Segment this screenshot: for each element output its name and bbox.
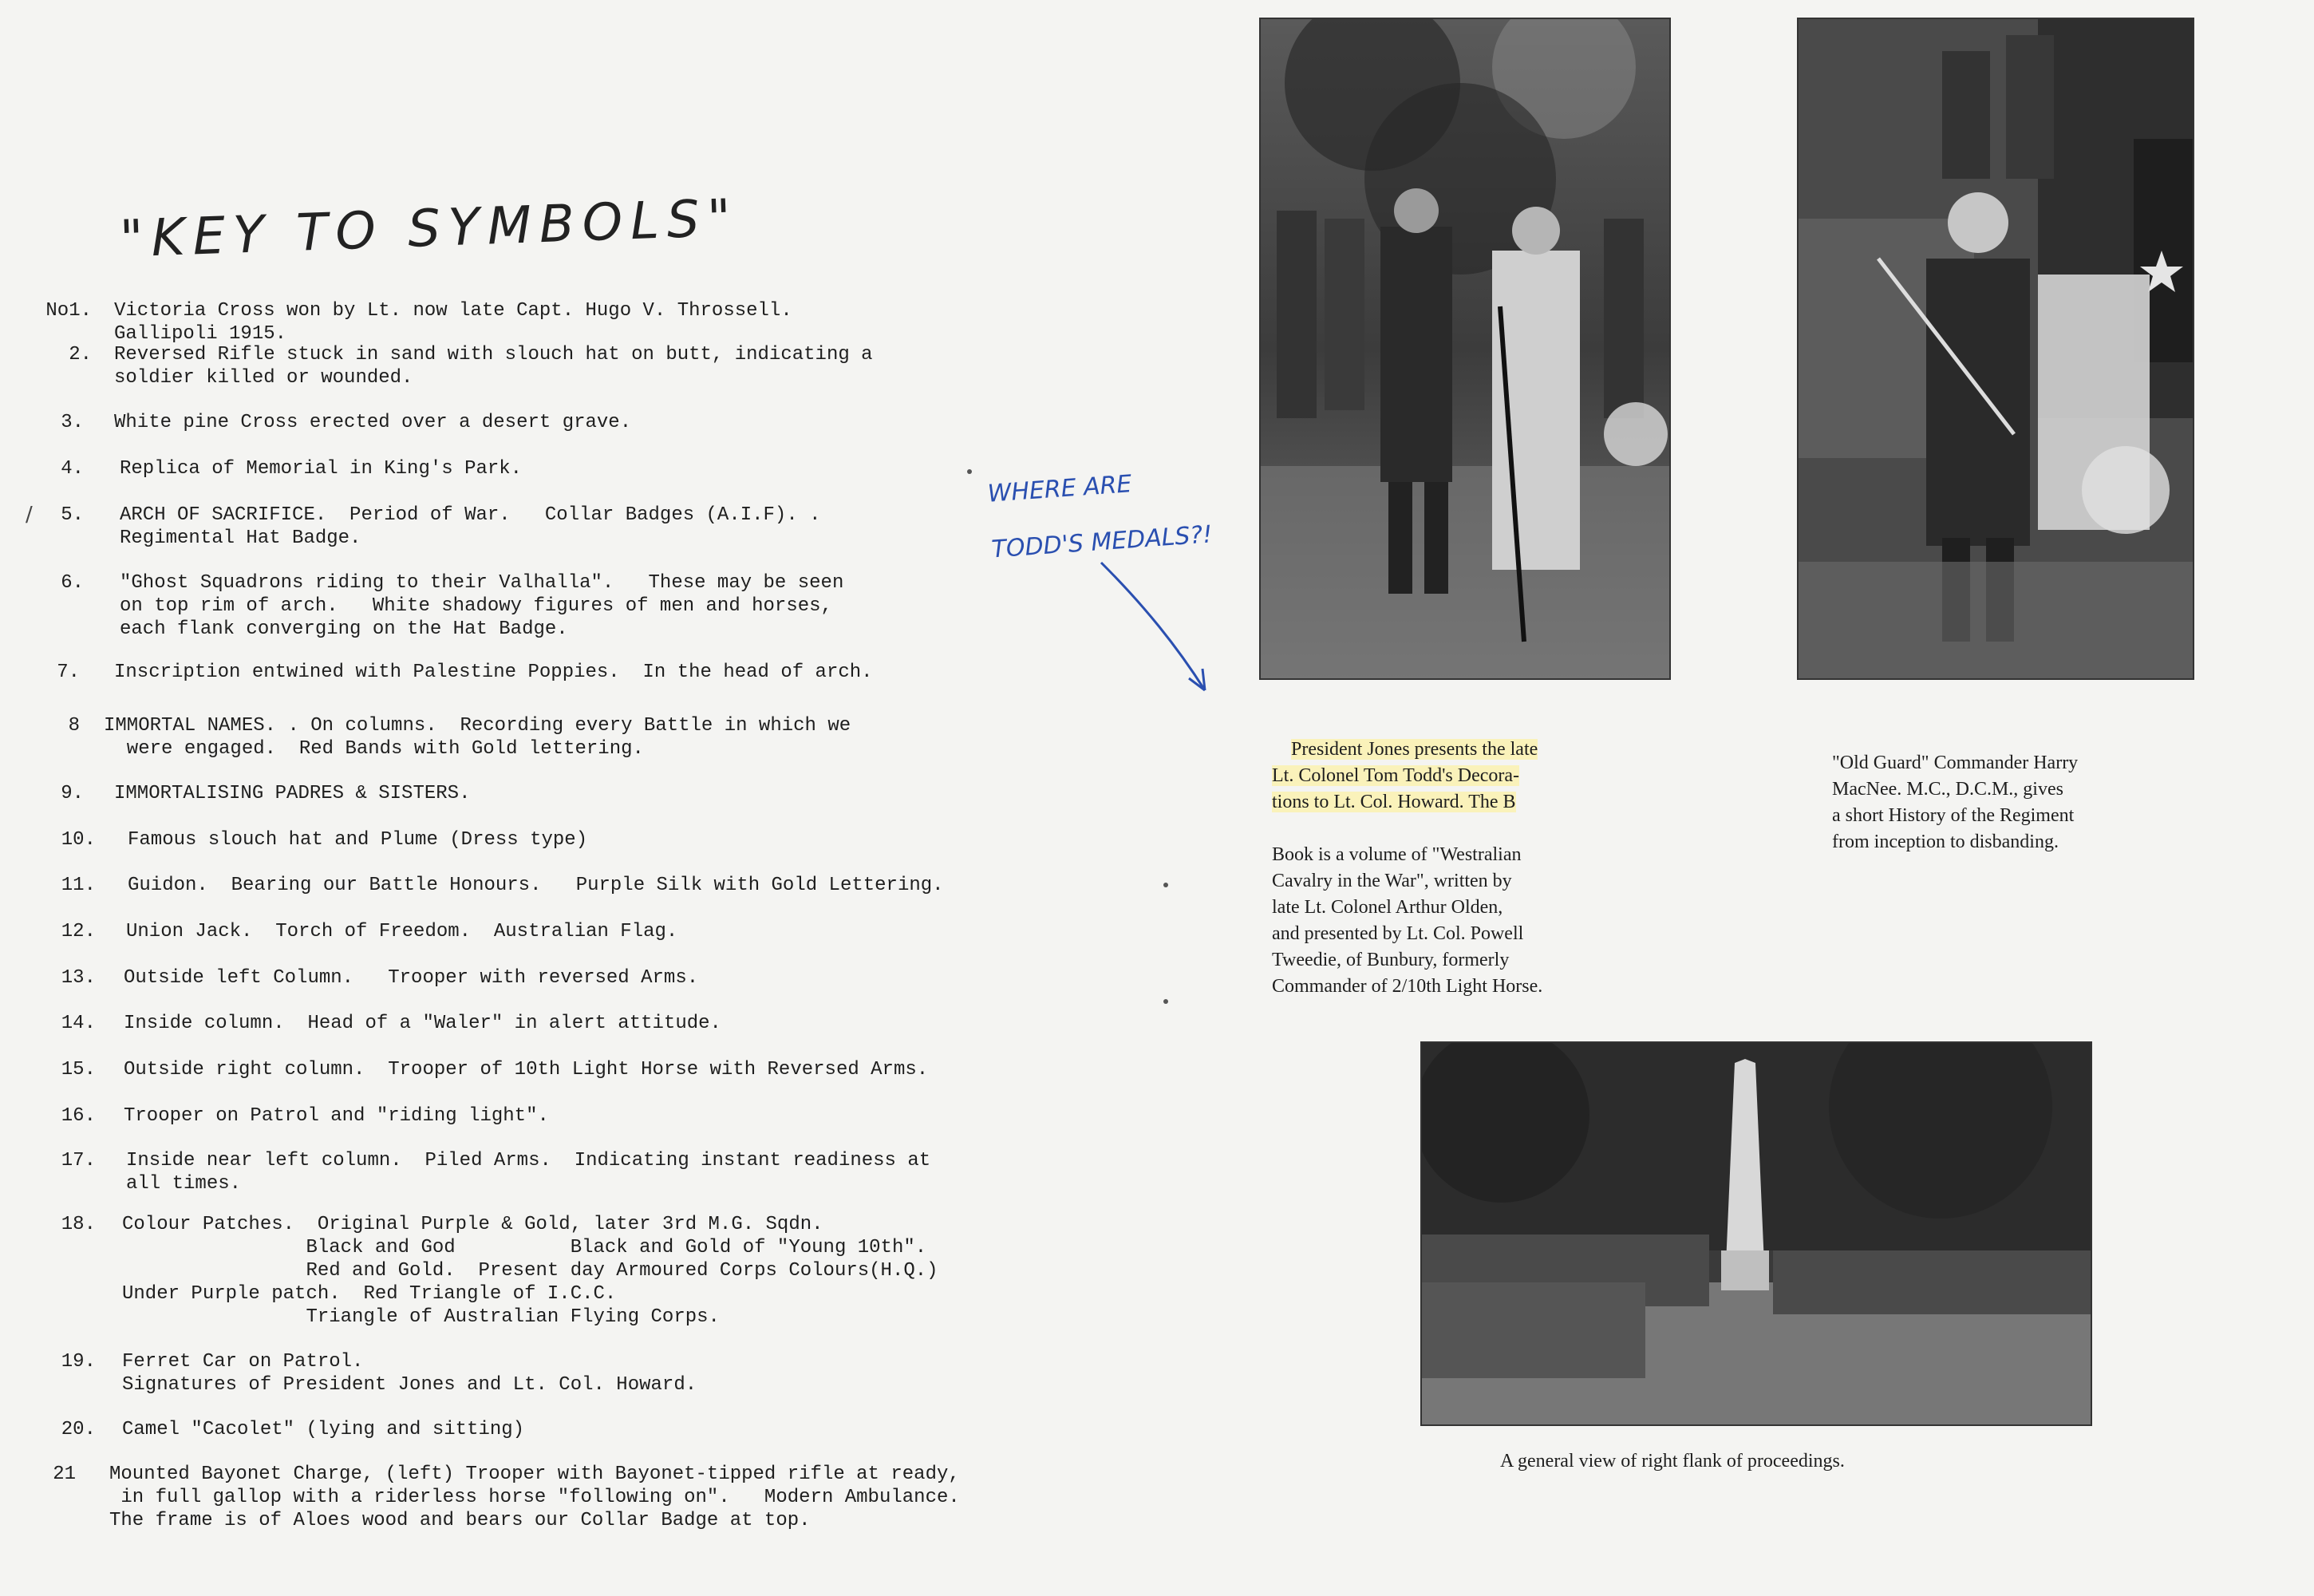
key-item-number: 17. [61, 1150, 96, 1171]
key-item-text: Camel "Cacolet" (lying and sitting) [122, 1419, 525, 1440]
pen-tick-mark: / [26, 503, 33, 527]
key-item-number: 6. [61, 572, 84, 594]
pen-arrow-icon [1097, 559, 1225, 702]
key-item-number: 21 [53, 1464, 76, 1485]
key-item-text: Reversed Rifle stuck in sand with slouch hat on butt, indicating a soldier killed or wounded. [114, 344, 873, 389]
key-item-text: IMMORTAL NAMES. . On columns. Recording every Battle in which we were engaged. Red Bands with Gold lettering. [104, 715, 851, 760]
key-item-text: Victoria Cross won by Lt. now late Capt. Hugo V. Throssell. Gallipoli 1915. [114, 300, 792, 345]
key-item-number: 12. [61, 921, 96, 942]
key-item-text: Outside right column. Trooper of 10th Light Horse with Reversed Arms. [124, 1059, 929, 1080]
key-item-number: 11. [61, 875, 96, 896]
key-item-number: 3. [61, 412, 84, 433]
key-item-text: IMMORTALISING PADRES & SISTERS. [114, 783, 471, 804]
caption-presentation-rest: Book is a volume of "Westralian Cavalry in the War", written by late Lt. Colonel Arthur Olden, and presented by Lt. Col. Powell Tweedie, of Bunbury, formerly Commander of 2/10th Light Horse. [1272, 844, 1543, 997]
key-item-number: 5. [61, 504, 84, 526]
key-item-text: Ferret Car on Patrol. Signatures of President Jones and Lt. Col. Howard. [122, 1351, 697, 1396]
key-item-number: 19. [61, 1351, 96, 1373]
caption-presentation-highlighted: President Jones presents the late Lt. Colonel Tom Todd's Decora- tions to Lt. Col. Howard. The B [1272, 739, 1538, 812]
key-item-number: 20. [61, 1419, 96, 1440]
stray-dot [967, 469, 972, 474]
key-item-text: Mounted Bayonet Charge, (left) Trooper with Bayonet-tipped rifle at ready, in full gallop with a riderless horse "following on". Modern Ambulance. The frame is of Aloes wood and bears our Collar Badge at top. [109, 1464, 960, 1531]
stray-dot [1163, 999, 1168, 1004]
key-item-text: Inside near left column. Piled Arms. Indicating instant readiness at all times. [126, 1150, 931, 1195]
key-item-number: 7. [57, 662, 80, 683]
key-item-number: 2. [69, 344, 92, 365]
key-item-number: 13. [61, 967, 96, 989]
key-item-number: 10. [61, 829, 96, 851]
key-item-text: Replica of Memorial in King's Park. [120, 458, 523, 480]
key-item-number: 4. [61, 458, 84, 480]
key-item-number: 16. [61, 1105, 96, 1127]
key-item-number: 8 [68, 715, 80, 737]
key-item-text: Guidon. Bearing our Battle Honours. Purple Silk with Gold Lettering. [128, 875, 944, 896]
key-item-text: Inside column. Head of a "Waler" in alert attitude. [124, 1013, 721, 1034]
caption-old-guard-commander: "Old Guard" Commander Harry MacNee. M.C., D.C.M., gives a short History of the Regiment from inception to disbanding. [1832, 753, 2079, 852]
handwritten-title: "KEY TO SYMBOLS" [118, 188, 740, 270]
key-item-text: Union Jack. Torch of Freedom. Australian Flag. [126, 921, 678, 942]
key-item-number: 14. [61, 1013, 96, 1034]
photo-old-guard-commander [1797, 18, 2194, 680]
stray-dot [1163, 883, 1168, 887]
key-item-text: Inscription entwined with Palestine Poppies. In the head of arch. [114, 662, 873, 683]
key-item-text: Outside left Column. Trooper with reversed Arms. [124, 967, 699, 989]
key-item-text: "Ghost Squadrons riding to their Valhalla". These may be seen on top rim of arch. White shadowy figures of men and horses, each flank converging on the Hat Badge. [120, 572, 844, 640]
key-item-text: Trooper on Patrol and "riding light". [124, 1105, 549, 1127]
photo-presentation [1259, 18, 1671, 680]
caption-right-flank: A general view of right flank of proceedings. [1500, 1451, 1845, 1472]
key-item-number: 15. [61, 1059, 96, 1080]
key-item-text: White pine Cross erected over a desert grave. [114, 412, 632, 433]
caption-presentation [1272, 710, 1542, 1053]
key-item-number: 9. [61, 783, 84, 804]
key-item-text: ARCH OF SACRIFICE. Period of War. Collar Badges (A.I.F). . Regimental Hat Badge. [120, 504, 821, 549]
key-item-text: Colour Patches. Original Purple & Gold, later 3rd M.G. Sqdn. Black and God Black and Gold of "Young 10th". Red and Gold. Present day Armoured Corps Colours(H.Q.) Under Purple patch. Red Triangle of I.C.C. Triangle of Australian Flying Corps. [122, 1214, 938, 1328]
photo-right-flank-proceedings [1420, 1041, 2092, 1426]
key-item-text: Famous slouch hat and Plume (Dress type) [128, 829, 588, 851]
handwritten-pen-note: WHERE ARE TODD'S MEDALS?! [986, 470, 1214, 564]
key-item-number: No1. [45, 300, 92, 322]
key-item-number: 18. [61, 1214, 96, 1235]
